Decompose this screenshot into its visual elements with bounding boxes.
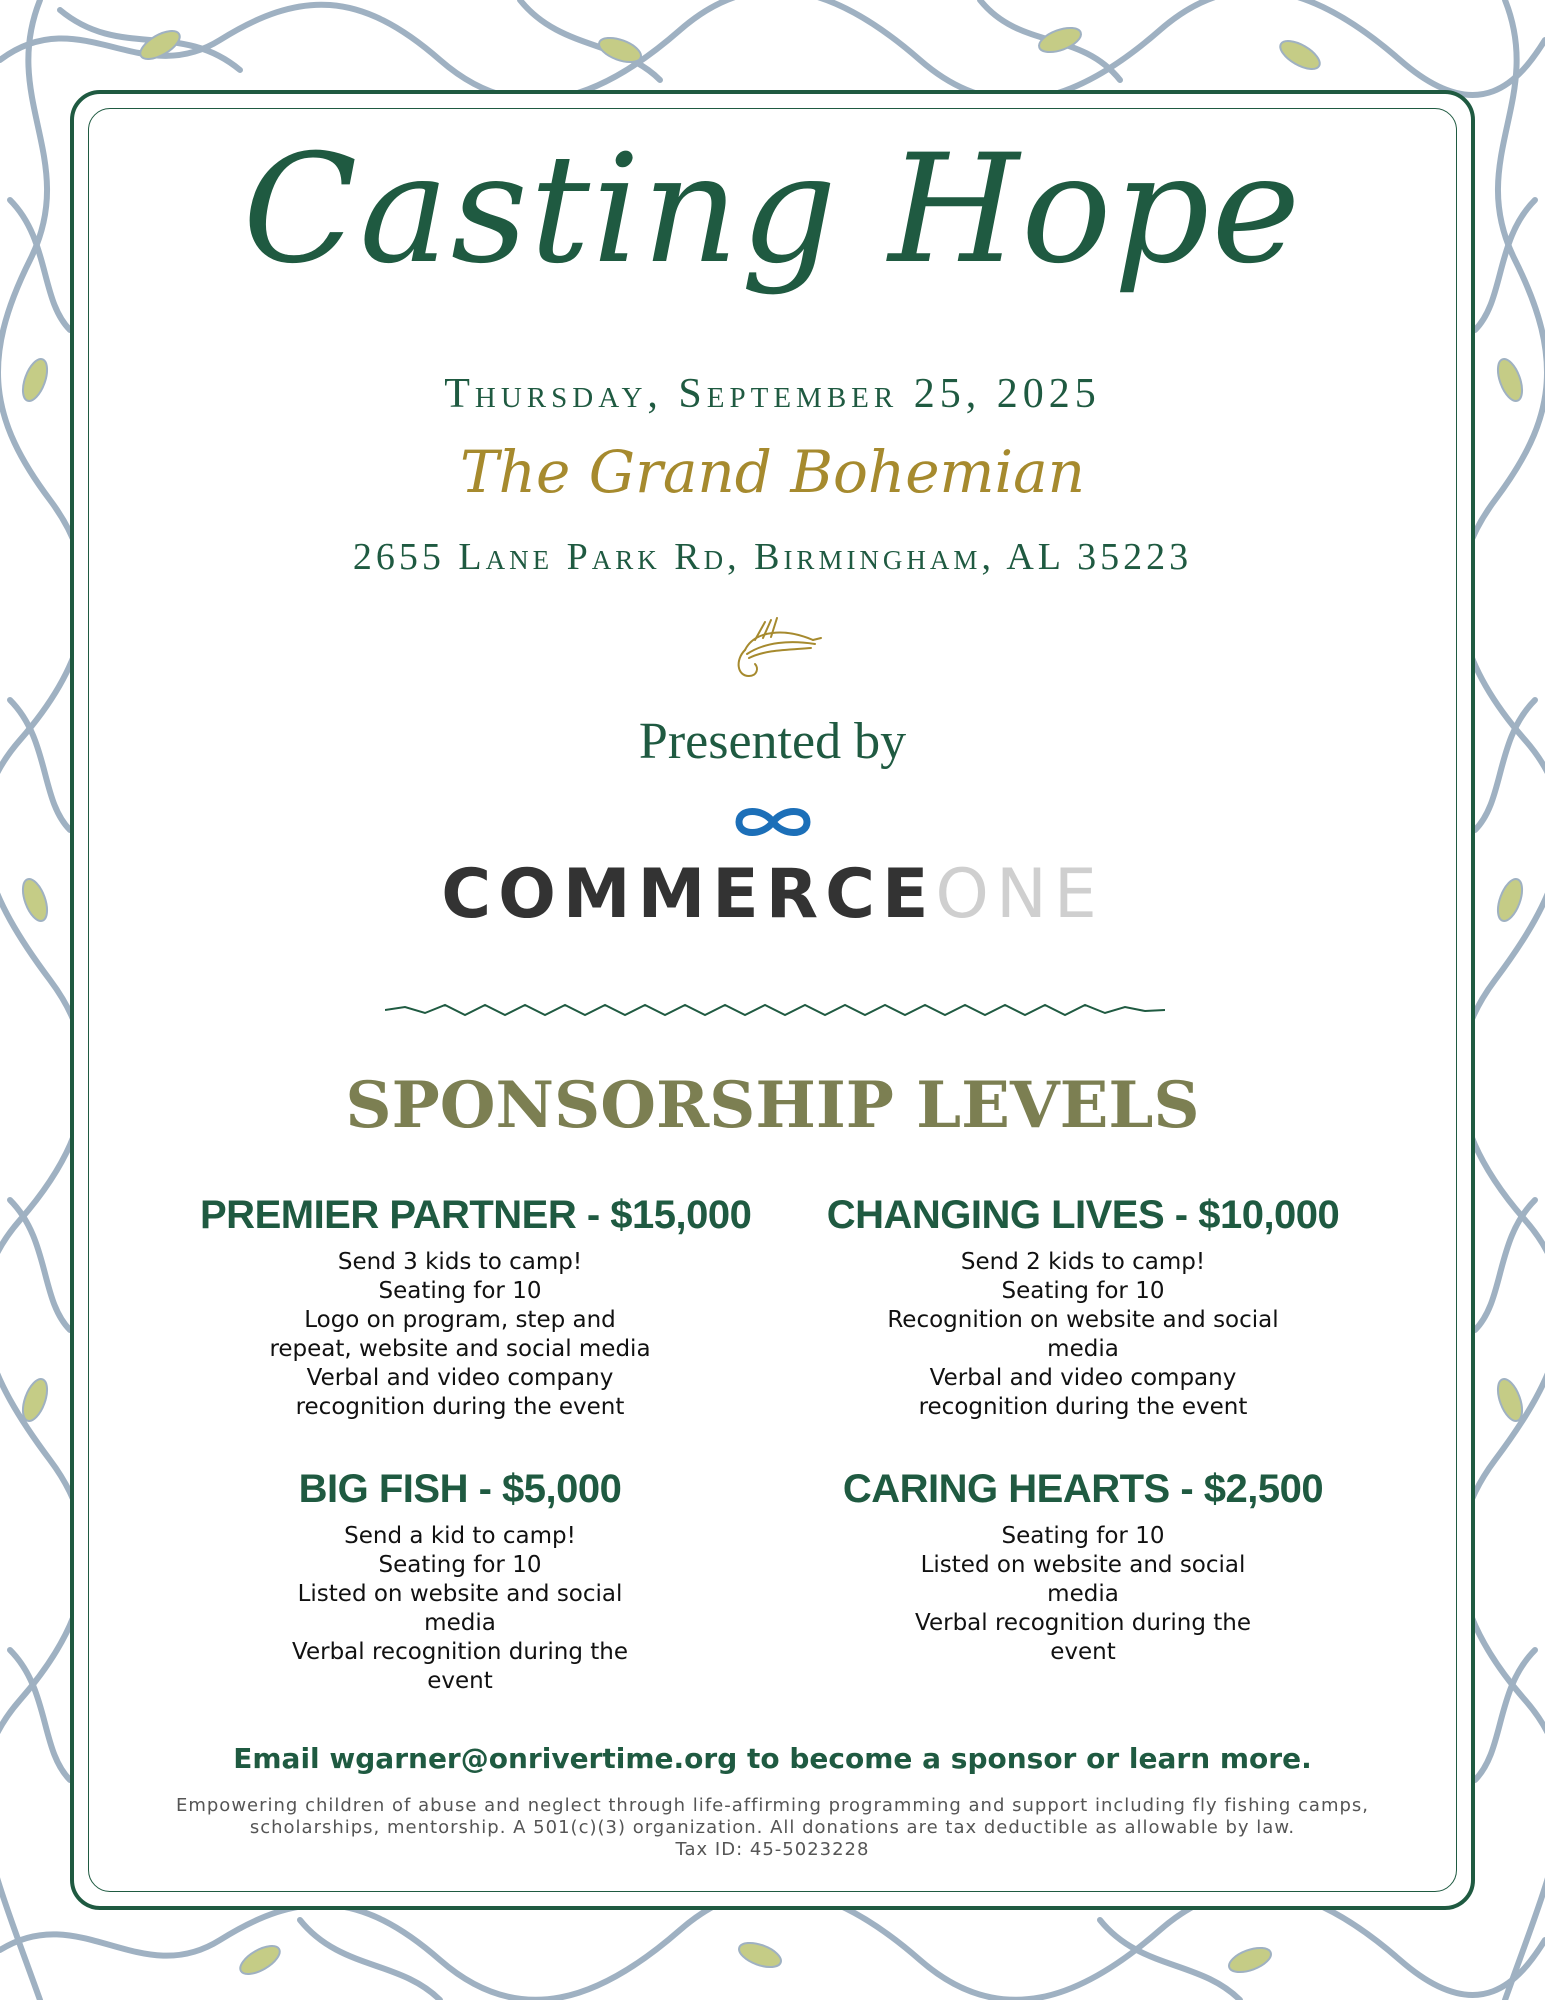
benefit-item: Logo on program, step and repeat, website and social media	[269, 1307, 651, 1362]
benefit-item: Send a kid to camp!	[344, 1523, 576, 1549]
logo-secondary-text: ONE	[935, 855, 1104, 934]
wave-divider	[385, 995, 1165, 1025]
tier-benefits	[883, 1522, 1283, 1667]
benefit-item: Seating for 10	[378, 1552, 542, 1578]
tier-premier-partner	[200, 1193, 752, 1422]
infinity-icon	[731, 800, 815, 844]
benefit-item: Verbal and video company recognition during the event	[295, 1365, 625, 1420]
benefit-item: Verbal and video company recognition during the event	[918, 1365, 1248, 1420]
tier-title: BIG FISH - $5,000	[298, 1467, 622, 1511]
benefit-item: Send 2 kids to camp!	[960, 1249, 1206, 1275]
benefit-item: Seating for 10	[1001, 1278, 1165, 1304]
benefit-item: Send 3 kids to camp!	[337, 1249, 583, 1275]
tier-benefits	[260, 1248, 660, 1422]
tier-title: CARING HEARTS - $2,500	[842, 1467, 1324, 1511]
tax-id: Tax ID: 45-5023228	[675, 1839, 870, 1860]
contact-cta: Email wgarner@onrivertime.org to become a sponsor or learn more.	[233, 1742, 1312, 1775]
tier-benefits	[260, 1522, 660, 1696]
mission-statement: Empowering children of abuse and neglect through life-affirming programming and support including fly fishing camps, scholarships, mentorship. A 501(c)(3) organization. All donations are tax deductible as allowable by law.	[175, 1795, 1370, 1838]
sponsorship-heading: SPONSORSHIP LEVELS	[345, 1068, 1200, 1143]
benefit-item: Verbal recognition during the event	[292, 1639, 628, 1694]
benefit-item: Seating for 10	[1001, 1523, 1165, 1549]
sponsor-logo	[0, 855, 1545, 935]
event-address: 2655 Lane Park Rd, Birmingham, AL 35223	[352, 536, 1193, 578]
tier-title: PREMIER PARTNER - $15,000	[200, 1193, 752, 1237]
event-date: Thursday, September 25, 2025	[444, 371, 1101, 417]
benefit-item: Verbal recognition during the event	[915, 1610, 1251, 1665]
tier-changing-lives	[823, 1193, 1343, 1422]
benefit-item: Recognition on website and social media	[887, 1307, 1279, 1362]
fly-fishing-lure-icon	[725, 610, 825, 690]
logo-primary-text: COMMERCE	[441, 855, 936, 934]
presented-by-label: Presented by	[638, 713, 907, 770]
benefit-item: Listed on website and social media	[920, 1552, 1246, 1607]
tier-title: CHANGING LIVES - $10,000	[826, 1193, 1340, 1237]
event-venue: The Grand Bohemian	[459, 438, 1086, 506]
footer	[140, 1795, 1405, 1861]
tier-benefits	[883, 1248, 1283, 1422]
tier-caring-hearts	[823, 1467, 1343, 1667]
event-title: Casting Hope	[242, 123, 1303, 297]
benefit-item: Listed on website and social media	[297, 1581, 623, 1636]
tier-big-fish	[200, 1467, 720, 1696]
benefit-item: Seating for 10	[378, 1278, 542, 1304]
